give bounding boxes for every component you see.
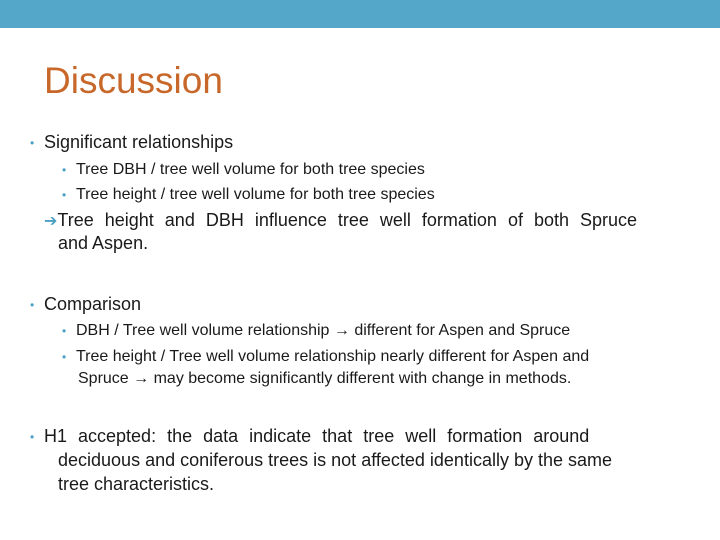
sub-bullet-dbh: • Tree DBH / tree well volume for both tree species (62, 161, 425, 178)
bullet-dot-icon: • (30, 298, 35, 313)
bullet-significant: • Significant relationships (30, 132, 234, 152)
arrow-statement: ➔Tree height and DBH influence tree well formation of both Spruce and Aspen. (44, 210, 638, 253)
bullet-dot-icon: • (30, 430, 35, 445)
right-arrow-icon: ➔ (44, 213, 58, 230)
bullet-h1-accepted: • H1 accepted: the data indicate that tree well formation around deciduous and coniferous trees is not affected identically by the same tree characteristics. (30, 426, 613, 494)
sub-bullet-height-comparison: • Tree height / Tree well volume relationship nearly different for Aspen and Spruce → may become significantly different with change in methods. (62, 348, 590, 387)
bullet-dot-icon: • (62, 323, 67, 338)
bullet-dot-icon: • (62, 349, 67, 364)
bullet-comparison: • Comparison (30, 294, 142, 314)
sub-bullet-height: • Tree height / tree well volume for both tree species (62, 186, 435, 203)
bullet-dot-icon: • (62, 187, 67, 202)
sub-bullet-dbh-comparison: • DBH / Tree well volume relationship → different for Aspen and Spruce (62, 322, 571, 339)
slide-title: Discussion (44, 60, 223, 101)
bullet-dot-icon: • (30, 136, 35, 151)
top-accent-bar (0, 0, 720, 28)
bullet-dot-icon: • (62, 162, 67, 177)
